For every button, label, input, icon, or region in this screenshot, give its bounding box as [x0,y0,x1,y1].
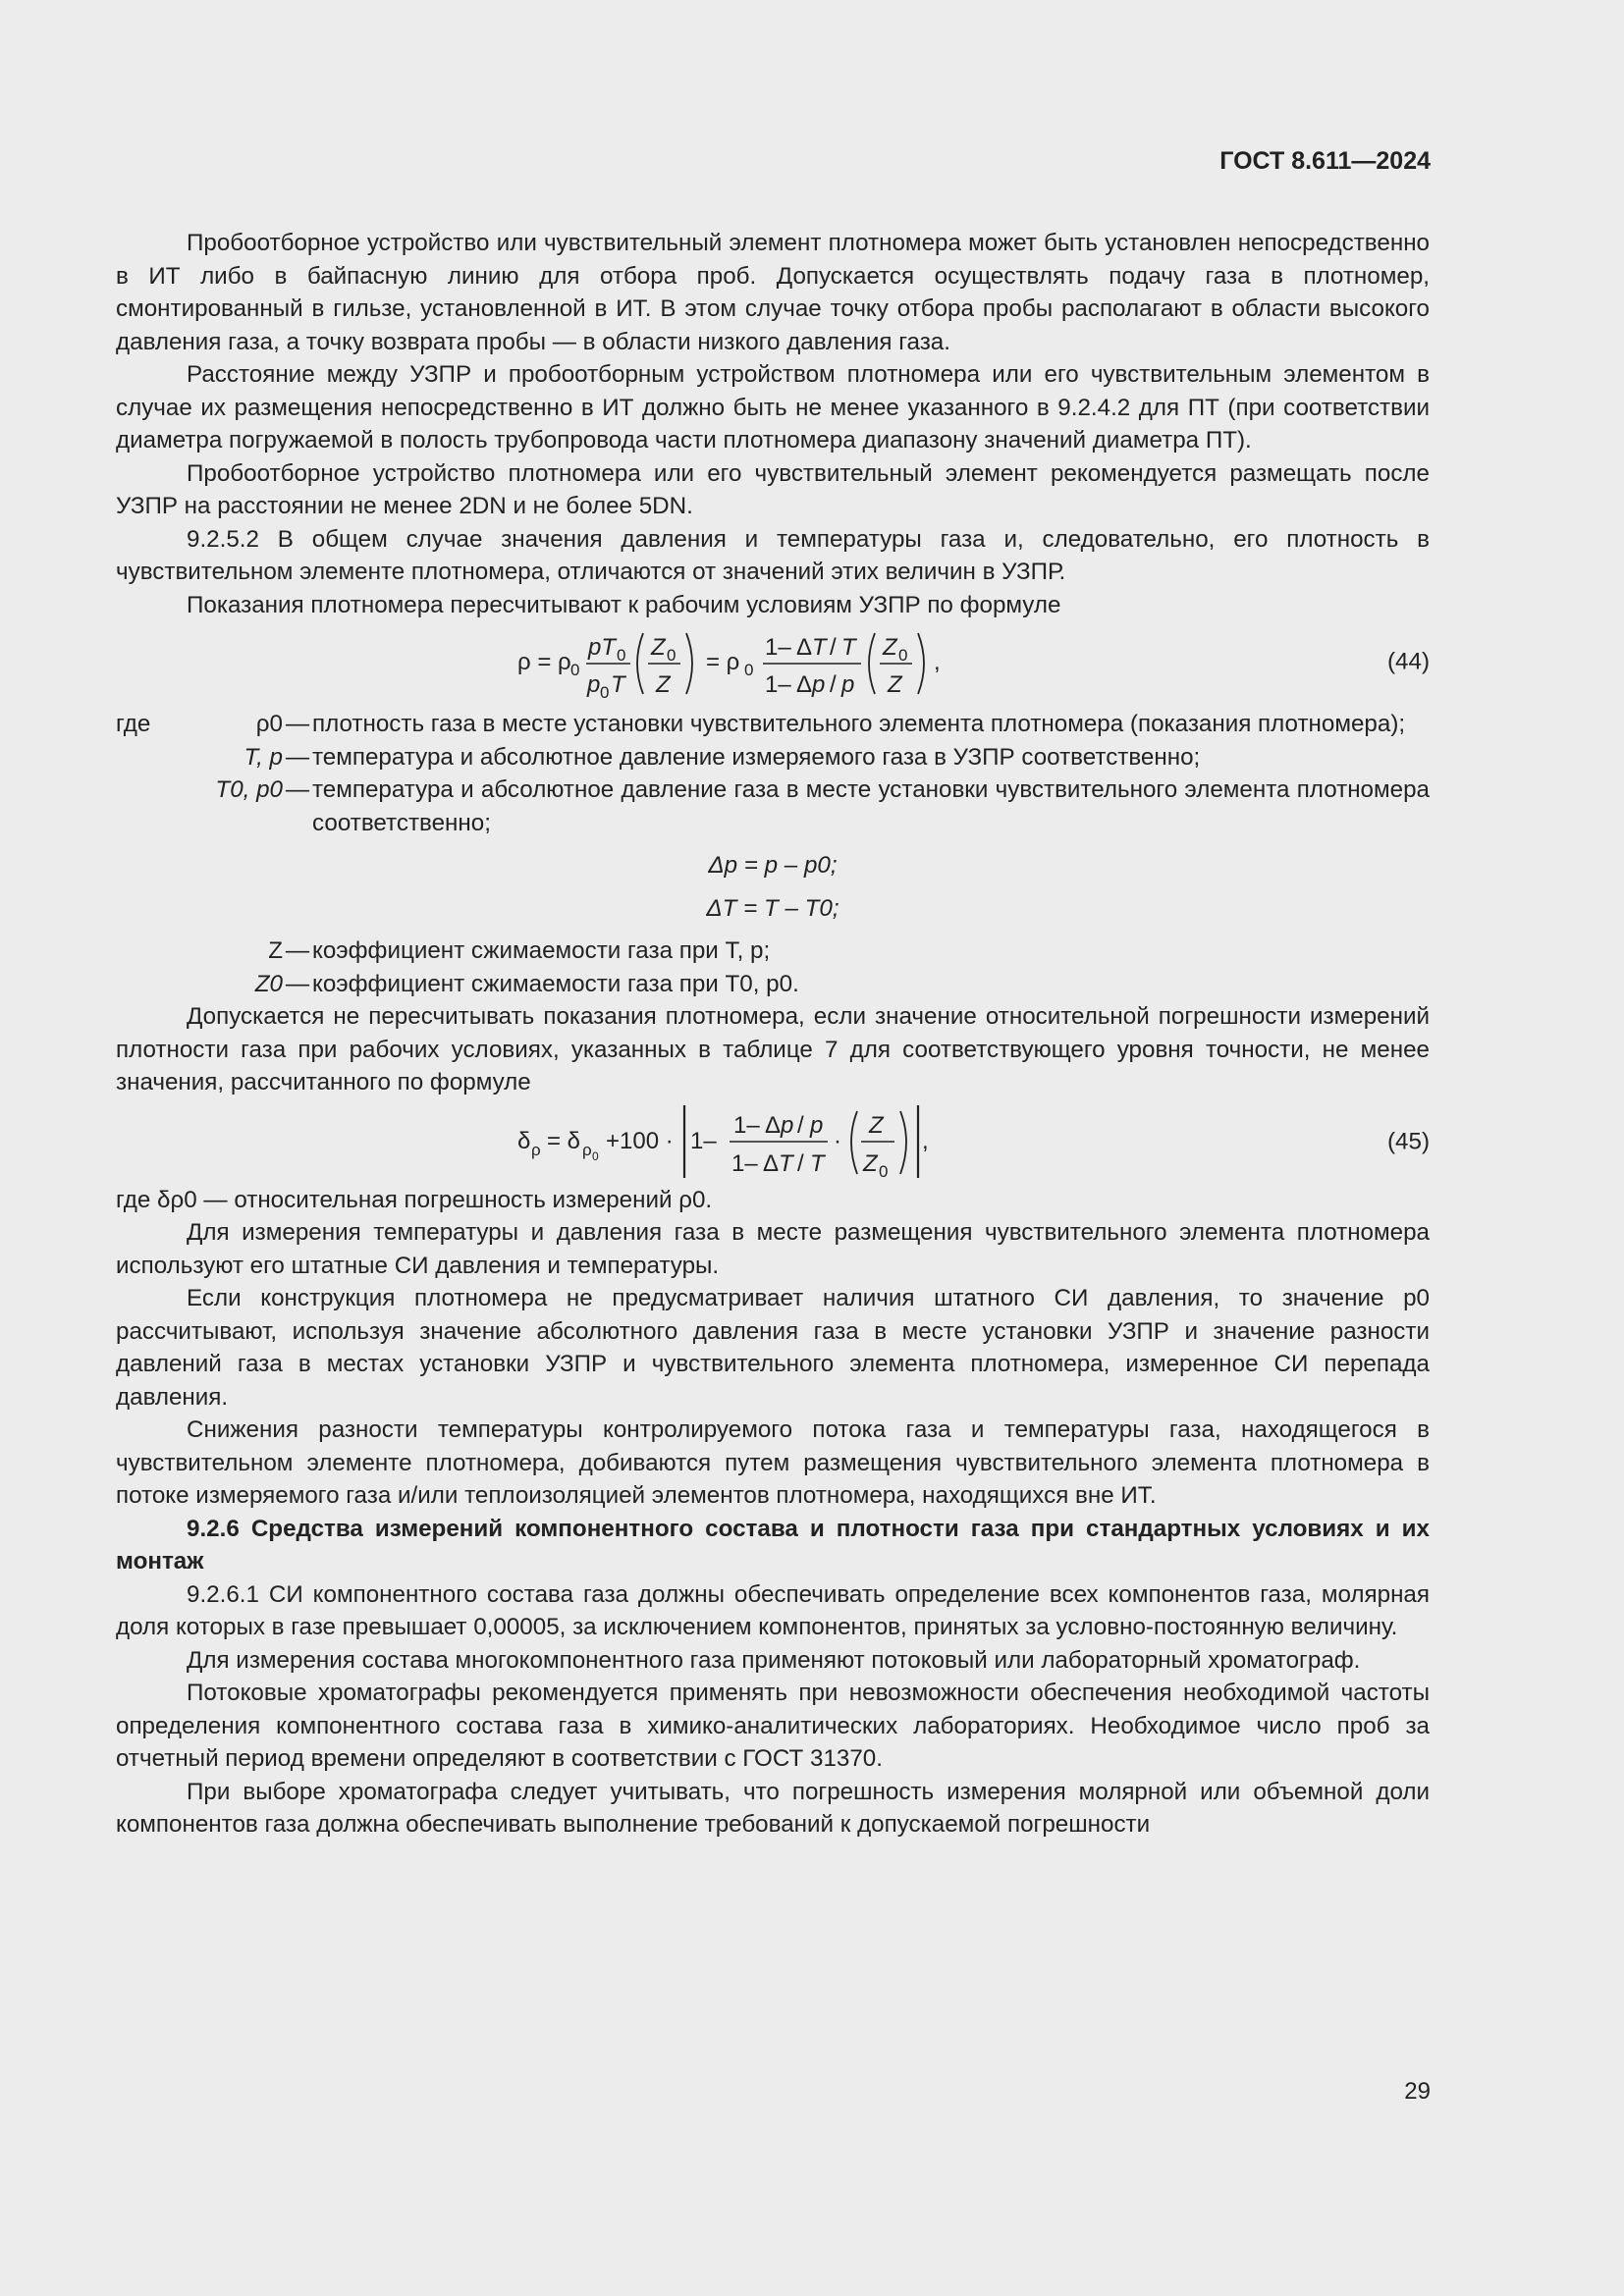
paragraph-4: 9.2.5.2 В общем случае значения давления и температуры газа и, следовательно, его плотность в чувствительном элементе плотномера, отличаются от значений этих величин в УЗПР. [116,525,1430,585]
svg-text:,: , [934,649,941,675]
svg-text:0: 0 [592,1148,599,1163]
svg-text:Z: Z [883,634,897,661]
paragraph-7: где δρ0 — относительная погрешность измерений ρ0. [116,1186,713,1213]
where-symbol: T, p [244,743,283,771]
svg-text:·: · [834,1127,841,1154]
where-symbol: Z [268,937,283,964]
where-description: коэффициент сжимаемости газа при T, p; [312,937,771,964]
where-symbol: ρ0 [255,711,283,737]
where-item-Z0: Z0 — коэффициент сжимаемости газа при T0, p0. [116,968,1430,1001]
svg-text:,: , [922,1127,929,1154]
svg-text:/: / [830,671,837,698]
svg-text:Z: Z [863,1149,878,1177]
svg-text:/: / [797,1149,804,1177]
where-description: температура и абсолютное давление газа в месте установки чувствительного элемента плотномера соответственно; [312,776,1430,836]
svg-text:Z: Z [656,671,671,698]
svg-text:= δ: = δ [547,1127,581,1154]
where-item-T-p: T, p — температура и абсолютное давление измеряемого газа в УЗПР соответственно; [116,741,1430,774]
svg-text:0: 0 [570,661,580,679]
where-label: где [116,711,151,737]
svg-text:pT: pT [588,634,617,661]
svg-text:p: p [841,671,855,698]
equation-45-formula [517,1099,1028,1184]
equation-44-number: (44) [1386,648,1430,675]
paragraph-5: Показания плотномера пересчитывают к рабочим условиям УЗПР по формуле [187,591,1061,618]
svg-text:δ: δ [517,1127,531,1154]
page-number: 29 [1404,2078,1431,2105]
svg-text:+100 ·: +100 · [606,1127,674,1154]
where-item-T0-p0: T0, p0 — температура и абсолютное давление газа в месте установки чувствительного элемента плотномера соответственно; [116,774,1430,839]
svg-text:T: T [611,671,625,698]
paragraph-14: При выборе хроматографа следует учитывать, что погрешность измерения молярной или объемной доли компонентов газа должна обеспечивать выполнение требований к допускаемой погрешности [116,1778,1430,1838]
svg-text:/: / [797,1111,804,1139]
paragraph-11: 9.2.6.1 СИ компонентного состава газа должны обеспечивать определение всех компонентов газа, молярная доля которых в газе превышает 0,00005, за исключением компонентов, принятых за условно-постоянную величину. [116,1580,1430,1640]
where-description: коэффициент сжимаемости газа при T0, p0. [312,970,799,997]
where-description: температура и абсолютное давление измеряемого газа в УЗПР соответственно; [312,743,1201,771]
svg-text:1– Δ: 1– Δ [733,1111,782,1139]
svg-text:ρ = ρ: ρ = ρ [517,649,571,675]
section-heading-9-2-6: 9.2.6 Средства измерений компонентного состава и плотности газа при стандартных условиях и их монтаж [116,1515,1430,1575]
svg-text:1–: 1– [690,1127,717,1154]
document-header: ГОСТ 8.611—2024 [1219,147,1431,175]
paragraph-12: Для измерения состава многокомпонентного газа применяют потоковый или лабораторный хроматограф. [187,1646,1361,1674]
where-symbol: T0, p0 [215,776,283,803]
svg-text:= ρ: = ρ [706,649,740,675]
svg-text:T: T [779,1149,793,1177]
paragraph-2: Расстояние между УЗПР и пробоотборным устройством плотномера или его чувствительным элементом в случае их размещения непосредственно в ИТ должно быть не менее указанного в 9.2.4.2 для ПТ (при соответствии диаметра погружаемой в полость трубопровода части плотномера диапазону значений диаметра ПТ). [116,361,1430,454]
svg-text:0: 0 [879,1161,889,1181]
delta-p-formula: Δp = p – p0; [708,852,838,879]
where-description: плотность газа в месте установки чувствительного элемента плотномера (показания плотномера); [312,711,1406,737]
paragraph-10: Снижения разности температуры контролируемого потока газа и температуры газа, находящегося в чувствительном элементе плотномера, добиваются путем размещения чувствительного элемента плотномера в потоке измеряемого газа и/или теплоизоляцией элементов плотномера, находящихся вне ИТ. [116,1416,1430,1509]
svg-text:p: p [810,1111,824,1139]
svg-text:p: p [587,671,601,698]
svg-text:p: p [812,671,826,698]
svg-text:ρ: ρ [531,1140,541,1159]
document-body [116,227,1430,1842]
svg-text:0: 0 [617,646,626,665]
svg-text:Z: Z [651,634,666,661]
svg-text:T: T [812,634,827,661]
where-symbol: Z0 [254,970,283,997]
equation-45 [116,1099,1430,1184]
equation-44-formula [517,621,1028,702]
svg-text:0: 0 [898,646,908,665]
delta-T-formula: ΔT = T – T0; [706,894,839,922]
svg-text:Z: Z [888,671,902,698]
svg-text:0: 0 [667,646,677,665]
paragraph-3: Пробоотборное устройство плотномера или его чувствительный элемент рекомендуется размещать после УЗПР на расстоянии не менее 2DN и не более 5DN. [116,459,1430,519]
equation-44 [116,621,1430,702]
svg-text:p: p [781,1111,794,1139]
svg-text:0: 0 [744,661,754,679]
svg-text:1– Δ: 1– Δ [731,1149,780,1177]
svg-text:T: T [841,634,856,661]
svg-text:T: T [810,1149,825,1177]
paragraph-9: Если конструкция плотномера не предусматривает наличия штатного СИ давления, то значение p0 рассчитывают, используя значение абсолютного давления газа в месте установки УЗПР и значение разности давлений газа в местах установки УЗПР и чувствительного элемента плотномера, измеренное СИ перепада давления. [116,1285,1430,1411]
svg-text:1– Δ: 1– Δ [765,634,813,661]
paragraph-1: Пробоотборное устройство или чувствительный элемент плотномера может быть установлен непосредственно в ИТ либо в байпасную линию для отбора проб. Допускается осуществлять подачу газа в плотномер, смонтированный в гильзе, установленной в ИТ. В этом случае точку отбора пробы располагают в области высокого давления газа, а точку возврата пробы — в области низкого давления газа. [116,230,1430,355]
paragraph-6: Допускается не пересчитывать показания плотномера, если значение относительной погрешности измерений плотности газа при рабочих условиях, указанных в таблице 7 для соответствующего уровня точности, не менее значения, рассчитанного по формуле [116,1003,1430,1095]
svg-text:Z: Z [869,1111,884,1139]
svg-text:/: / [830,634,837,661]
svg-text:1– Δ: 1– Δ [765,671,813,698]
equation-45-number: (45) [1386,1127,1430,1154]
svg-text:ρ: ρ [582,1140,592,1159]
paragraph-8: Для измерения температуры и давления газа в месте размещения чувствительного элемента плотномера используют его штатные СИ давления и температуры. [116,1219,1430,1279]
where-item-Z: Z — коэффициент сжимаемости газа при T, p; [116,934,1430,968]
where-item-rho0: где ρ0 — плотность газа в месте установки чувствительного элемента плотномера (показания плотномера); [116,708,1430,741]
paragraph-13: Потоковые хроматографы рекомендуется применять при невозможности обеспечения необходимой частоты определения компонентного состава газа в химико-аналитических лабораториях. Необходимое число проб за отчетный период времени определяют в соответствии с ГОСТ 31370. [116,1680,1430,1772]
svg-text:0: 0 [600,683,610,702]
